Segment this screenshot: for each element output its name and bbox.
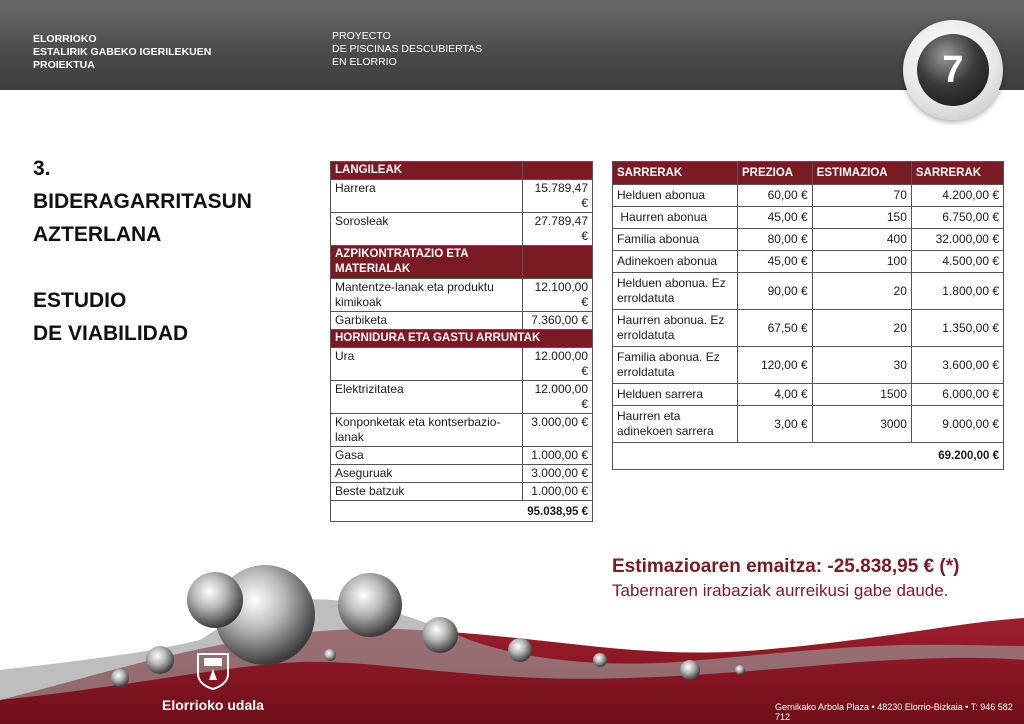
table-row: Aseguruak 3.000,00 € (331, 465, 593, 483)
revenue-total-row (613, 443, 1004, 470)
table-row: Mantentze-lanak eta produktu kimikoak 12.100,00 € (331, 279, 593, 312)
logo-name: Elorrioko udala (162, 697, 264, 713)
decorative-water-wave (0, 560, 1024, 724)
table-row: Elektrizitatea 12.000,00 € (331, 381, 593, 414)
table-row: Helduen abonua. Ez erroldatuta 90,00 € 20 1.800,00 € (613, 273, 1004, 310)
result-headline: Estimazioaren emaitza: -25.838,95 € (*) (612, 556, 960, 577)
table-row: Beste batzuk 1.000,00 € (331, 483, 593, 501)
table-row: Haurren eta adinekoen sarrera 3,00 € 3000 9.000,00 € (613, 406, 1004, 443)
table-row: Haurren abonua 45,00 € 150 6.750,00 € (613, 207, 1004, 229)
cost-total: 95.038,95 € (331, 501, 593, 522)
table-row: Sorosleak 27.789,47 € (331, 213, 593, 246)
table-row: Garbiketa 7.360,00 € (331, 312, 593, 330)
table-row: Harrera 15.789,47 € (331, 180, 593, 213)
cost-section-header: HORNIDURA ETA GASTU ARRUNTAK (331, 330, 593, 348)
table-row: Familia abonua. Ez erroldatuta 120,00 € 30 3.600,00 € (613, 347, 1004, 384)
project-title-spanish: PROYECTO DE PISCINAS DESCUBIERTAS EN ELORRIO (332, 30, 483, 68)
revenue-header-row: SARRERAK PREZIOA ESTIMAZIOA SARRERAK (613, 162, 1004, 185)
section-title: 3. BIDERAGARRITASUN AZTERLANA ESTUDIO DE VIABILIDAD (33, 157, 252, 345)
table-row: Helduen abonua 60,00 € 70 4.200,00 € (613, 185, 1004, 207)
table-row: Adinekoen abonua 45,00 € 100 4.500,00 € (613, 251, 1004, 273)
page-number-badge (903, 20, 1003, 120)
coat-of-arms-icon (196, 650, 230, 690)
costs-table (330, 161, 593, 522)
table-row: Helduen sarrera 4,00 € 1500 6.000,00 € (613, 384, 1004, 406)
town-hall-logo (158, 650, 268, 713)
revenue-total: 69.200,00 € (613, 443, 1004, 470)
table-row: Konponketak eta kontserbazio-lanak 3.000,00 € (331, 414, 593, 447)
table-row: Gasa 1.000,00 € (331, 447, 593, 465)
result-note: Tabernaren irabaziak aurreikusi gabe daude. (612, 581, 949, 600)
cost-section-header: LANGILEAK (331, 162, 593, 180)
table-row: Haurren abonua. Ez erroldatuta 67,50 € 20 1.350,00 € (613, 310, 1004, 347)
revenue-table (612, 161, 1004, 470)
cost-section-header: AZPIKONTRATAZIO ETA MATERIALAK (331, 246, 593, 279)
table-row: Familia abonua 80,00 € 400 32.000,00 € (613, 229, 1004, 251)
cost-total-row (331, 501, 593, 522)
page-header (0, 0, 1024, 90)
project-title-basque: ELORRIOKO ESTALIRIK GABEKO IGERILEKUEN PROIEKTUA (33, 33, 212, 71)
table-row: Ura 12.000,00 € (331, 348, 593, 381)
page-number: 7 (942, 48, 964, 91)
footer-address: Gernikako Arbola Plaza • 48230 Elorrio-Bizkaia • T: 946 582 712 (775, 702, 1013, 722)
